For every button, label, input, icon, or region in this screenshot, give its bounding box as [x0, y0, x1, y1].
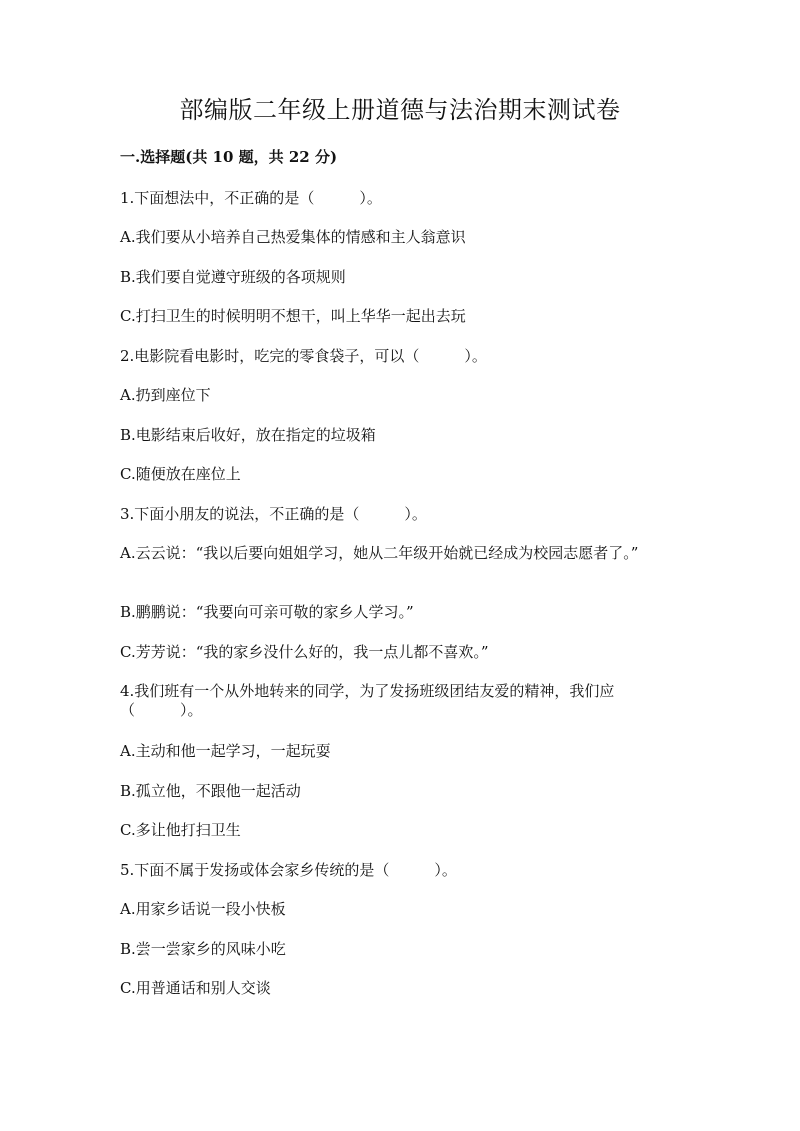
- question-4-stem: 4.我们班有一个从外地转来的同学，为了发扬班级团结友爱的精神，我们应（ ）。: [120, 682, 615, 719]
- question-3-stem: 3.下面小朋友的说法，不正确的是（ ）。: [120, 505, 427, 523]
- question-2-stem: 2.电影院看电影时，吃完的零食袋子，可以（ ）。: [120, 347, 487, 365]
- question-2-option-c: C.随便放在座位上: [120, 465, 241, 483]
- question-5-option-b: B.尝一尝家乡的风味小吃: [120, 940, 286, 958]
- question-1-option-c: C.打扫卫生的时候明明不想干，叫上华华一起出去玩: [120, 307, 466, 325]
- section-heading: 一.选择题(共 10 题，共 22 分): [120, 148, 338, 166]
- question-5-option-c: C.用普通话和别人交谈: [120, 979, 271, 997]
- question-3-option-c: C.芳芳说：“我的家乡没什么好的，我一点儿都不喜欢。”: [120, 643, 489, 661]
- question-3-option-a: A.云云说：“我以后要向姐姐学习，她从二年级开始就已经成为校园志愿者了。”: [120, 544, 639, 562]
- question-2-option-a: A.扔到座位下: [120, 386, 211, 404]
- question-4-option-c: C.多让他打扫卫生: [120, 821, 241, 839]
- question-1-stem: 1.下面想法中，不正确的是（ ）。: [120, 189, 382, 207]
- question-2-option-b: B.电影结束后收好，放在指定的垃圾箱: [120, 426, 376, 444]
- question-5-option-a: A.用家乡话说一段小快板: [120, 900, 286, 918]
- question-5-stem: 5.下面不属于发扬或体会家乡传统的是（ ）。: [120, 861, 457, 879]
- question-1-option-b: B.我们要自觉遵守班级的各项规则: [120, 268, 346, 286]
- question-4-option-b: B.孤立他，不跟他一起活动: [120, 782, 301, 800]
- exam-title: 部编版二年级上册道德与法治期末测试卷: [179, 96, 621, 124]
- question-4-option-a: A.主动和他一起学习，一起玩耍: [120, 742, 331, 760]
- question-1-option-a: A.我们要从小培养自己热爱集体的情感和主人翁意识: [120, 228, 466, 246]
- question-3-option-b: B.鹏鹏说：“我要向可亲可敬的家乡人学习。”: [120, 603, 414, 621]
